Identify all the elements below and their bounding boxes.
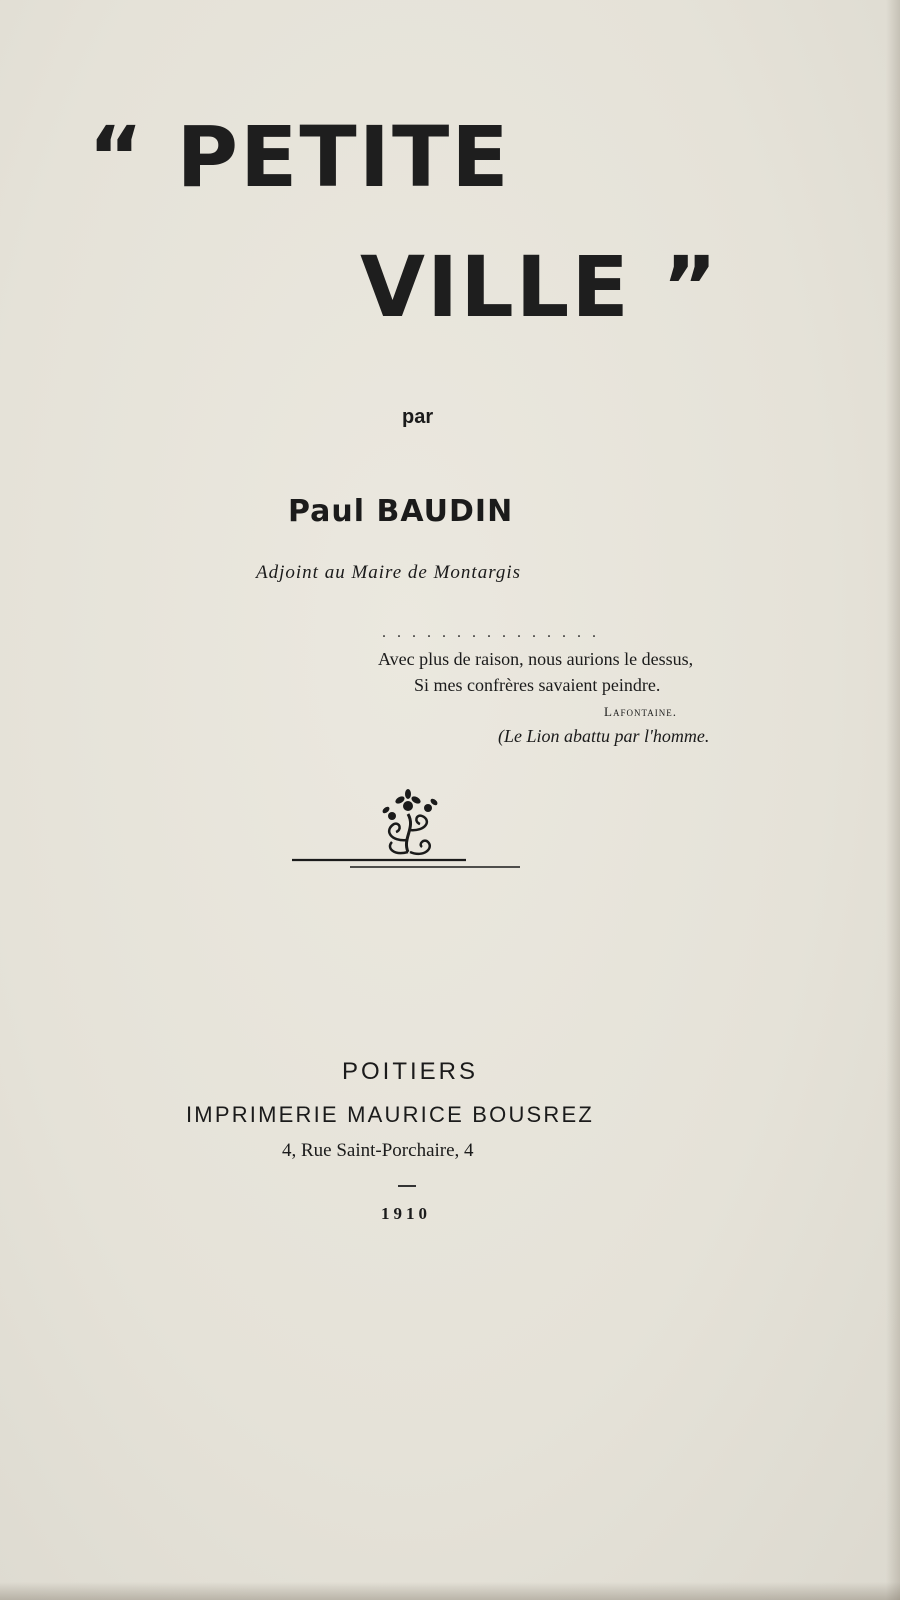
page-bottom-shadow bbox=[0, 1582, 900, 1600]
book-title-line-2: VILLE ” bbox=[360, 238, 720, 336]
author-name: Paul BAUDIN bbox=[288, 494, 514, 529]
imprint-year: 1910 bbox=[381, 1204, 431, 1223]
epigraph-ellipsis: ............... bbox=[382, 624, 607, 641]
author-role: Adjoint au Maire de Montargis bbox=[256, 562, 522, 583]
epigraph-author: Lafontaine. bbox=[604, 704, 677, 719]
imprint-city: POITIERS bbox=[341, 1058, 479, 1085]
epigraph-line-1: Avec plus de raison, nous aurions le dessus, bbox=[378, 649, 694, 669]
epigraph-line-2: Si mes confrères savaient peindre. bbox=[414, 675, 661, 695]
byline-par: par bbox=[402, 406, 434, 428]
floral-vignette-icon bbox=[290, 780, 530, 885]
imprint-printer: IMPRIMERIE MAURICE BOUSREZ bbox=[186, 1102, 595, 1127]
epigraph-source: (Le Lion abattu par l'homme. bbox=[498, 726, 710, 746]
imprint-address: 4, Rue Saint-Porchaire, 4 bbox=[282, 1140, 474, 1161]
imprint-divider bbox=[398, 1185, 416, 1187]
page-edge-shadow bbox=[886, 0, 900, 1600]
book-title-line-1: “ PETITE bbox=[88, 108, 511, 206]
